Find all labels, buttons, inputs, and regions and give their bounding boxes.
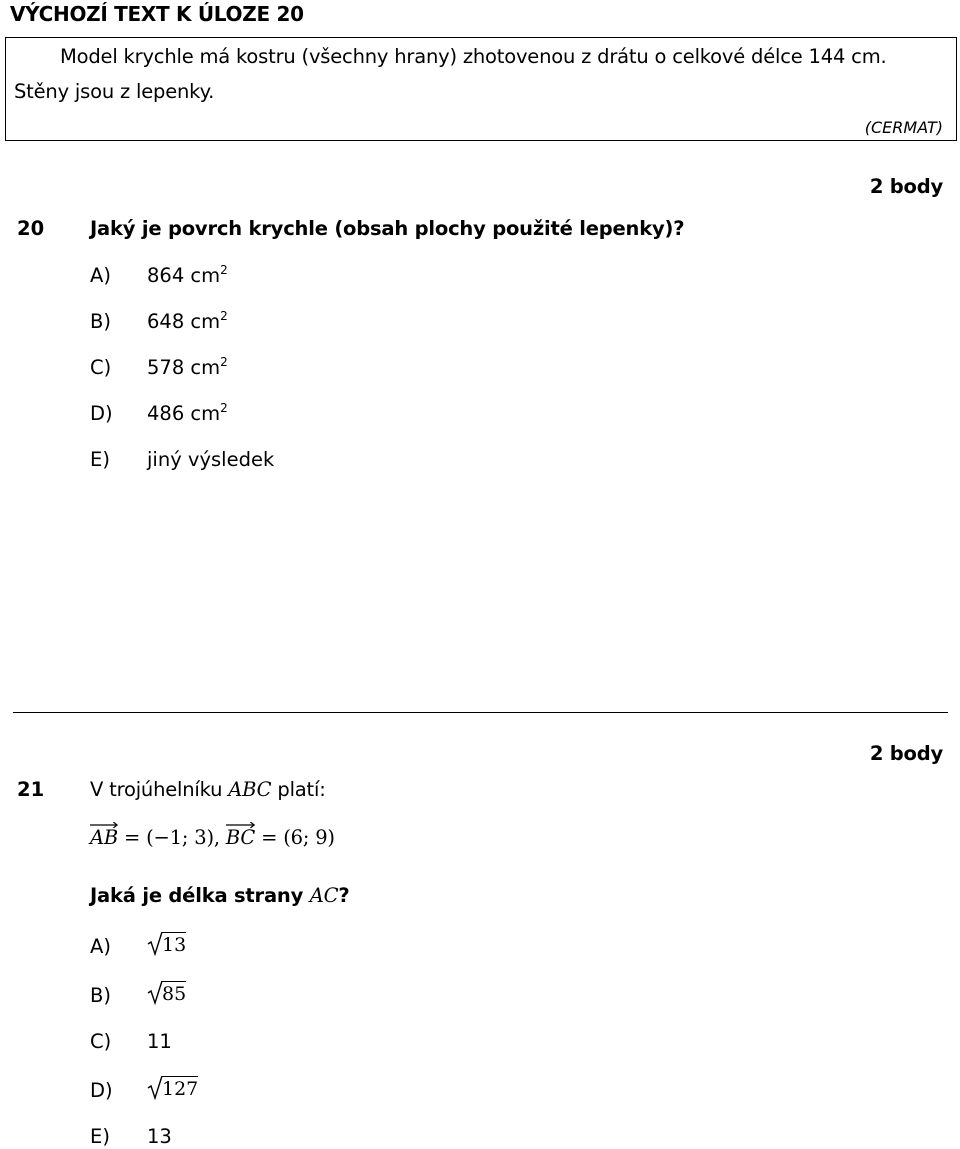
section-divider (13, 712, 948, 713)
sqrt-icon: 85 (147, 982, 186, 1005)
sqrt-icon: 127 (147, 1077, 198, 1100)
q21-intro-text: V trojúhelníku ABC platí: (90, 778, 326, 801)
q21-option-d-value[interactable] (147, 1077, 198, 1100)
q20-option-e-value[interactable]: jiný výsledek (147, 448, 275, 471)
q20-option-c-letter[interactable]: C) (90, 356, 112, 379)
q20-option-a-value[interactable]: 864 $cm^2$ (147, 262, 228, 287)
q21-option-e-letter[interactable]: E) (90, 1125, 110, 1148)
q20-question-text: Jaký je povrch krychle (obsah plochy použité lepenky)? (90, 217, 685, 240)
q20-number: 20 (17, 217, 45, 240)
q20-option-b-letter[interactable]: B) (90, 310, 111, 333)
vector-ab: AB (90, 826, 118, 849)
q21-option-b-letter[interactable]: B) (90, 984, 111, 1007)
q20-option-a-letter[interactable]: A) (90, 264, 111, 287)
q21-option-a-value[interactable] (147, 933, 186, 956)
side-name: AC (309, 884, 339, 907)
q21-points: 2 body (869, 742, 943, 765)
q20-points: 2 body (869, 175, 943, 198)
q21-option-a-letter[interactable]: A) (90, 935, 111, 958)
vector-bc: BC (226, 826, 255, 849)
q20-option-d-letter[interactable]: D) (90, 402, 113, 425)
intro-text-line-1: Model krychle má kostru (všechny hrany) zhotovenou z drátu o celkové délce 144 cm. (60, 45, 887, 68)
q20-option-e-letter[interactable]: E) (90, 448, 110, 471)
q21-option-c-value[interactable]: 11 (147, 1030, 172, 1053)
q20-option-c-value[interactable]: 578 $cm^2$ (147, 354, 228, 379)
q20-option-d-value[interactable]: 486 $cm^2$ (147, 400, 228, 425)
q20-option-b-value[interactable]: 648 $cm^2$ (147, 308, 228, 333)
q21-question-text: Jaká je délka strany AC? (90, 884, 350, 907)
intro-text-line-2: Stěny jsou z lepenky. (14, 80, 215, 103)
source-attribution: (CERMAT) (864, 118, 943, 137)
section-heading: VÝCHOZÍ TEXT K ÚLOZE 20 (10, 2, 304, 26)
q21-option-c-letter[interactable]: C) (90, 1030, 112, 1053)
q21-option-d-letter[interactable]: D) (90, 1079, 113, 1102)
q21-option-b-value[interactable] (147, 982, 186, 1005)
triangle-name: ABC (228, 778, 272, 801)
q21-vectors-equation: AB = (−1; 3), BC = (6; 9) (90, 826, 335, 849)
q21-option-e-value[interactable]: 13 (147, 1125, 172, 1148)
sqrt-icon: 13 (147, 933, 186, 956)
q21-number: 21 (17, 778, 45, 801)
